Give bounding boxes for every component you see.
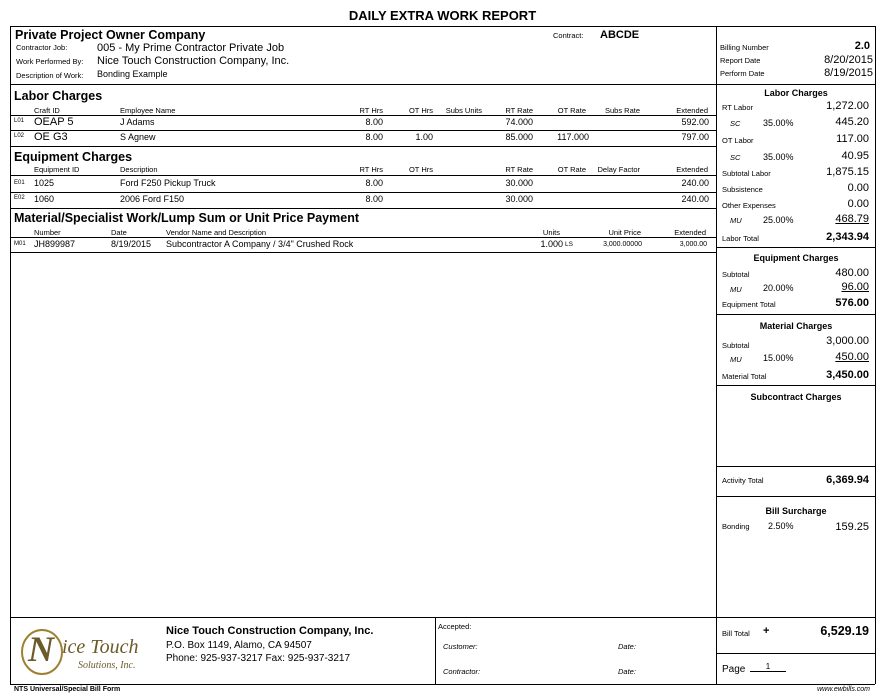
customer-label: Customer: [443,642,478,651]
equip-col-rt-hrs: RT Hrs [359,165,383,174]
summary-equipment-end [716,314,875,315]
contractor-job-value: 005 - My Prime Contractor Private Job [97,42,285,54]
material-subtotal-label: Subtotal [722,341,750,350]
labor-col-rt-rate: RT Rate [505,106,533,115]
summary-divider [716,26,717,684]
sc1-value: 445.20 [835,116,869,128]
equip-col-rt-rate: RT Rate [505,165,533,174]
logo-subtext: Solutions, Inc. [78,660,136,671]
sc2-pct: 35.00% [763,152,794,162]
billing-number-value: 2.0 [854,40,870,52]
accepted-label: Accepted: [438,622,472,631]
labor-mu-pct: 25.00% [763,215,794,225]
labor-col-employee: Employee Name [120,106,176,115]
billing-number-label: Billing Number [720,43,769,52]
equipment-mu-label: MU [730,285,742,294]
contract-label: Contract: [553,31,584,40]
report-title: DAILY EXTRA WORK REPORT [348,8,537,23]
company-logo [18,624,158,680]
footer-divider [10,617,875,618]
row-extended: 797.00 [681,132,709,142]
summary-equipment-title: Equipment Charges [753,253,839,263]
equipment-total-label: Equipment Total [722,300,776,309]
bonding-pct: 2.50% [768,521,794,531]
report-date-value: 8/20/2015 [824,54,873,66]
material-mu-pct: 15.00% [763,353,794,363]
material-total-label: Material Total [722,372,767,381]
material-section-title: Material/Specialist Work/Lump Sum or Unit Price Payment [14,211,360,225]
logo-initial: N [28,629,54,669]
material-end-line [10,252,716,253]
row-craft: OEAP 5 [34,116,74,128]
contractor-date-label: Date: [618,667,636,676]
equip-col-id: Equipment ID [34,165,80,174]
footer-company-divider [435,617,436,684]
row-ot-hrs: 1.00 [415,132,433,142]
row-code: L01 [14,118,25,124]
row-date: 8/19/2015 [111,239,152,249]
row-vendor: Subcontractor A Company / 3/4" Crushed Rock [166,239,354,249]
equipment-subtotal-value: 480.00 [835,267,869,279]
labor-col-rt-hrs: RT Hrs [359,106,383,115]
bill-total-value: 6,529.19 [820,624,869,638]
equipment-row-line [10,192,716,193]
row-rt-rate: 30.000 [505,194,533,204]
frame-bottom [10,684,875,685]
material-subtotal-value: 3,000.00 [826,335,869,347]
contractor-job-label: Contractor Job: [16,43,68,52]
material-col-date: Date [111,228,127,237]
labor-mu-label: MU [730,216,742,225]
other-expenses-label: Other Expenses [722,201,776,210]
owner-name: Private Project Owner Company [15,28,206,42]
equipment-end-line [10,208,716,209]
material-col-units: Units [542,228,560,237]
row-employee: J Adams [120,117,155,127]
row-number: JH899987 [34,239,76,249]
row-equipment-id: 1025 [34,178,55,188]
row-code: E01 [14,180,25,186]
activity-total-value: 6,369.94 [826,474,869,486]
sc1-pct: 35.00% [763,118,794,128]
row-extended: 592.00 [681,117,709,127]
equip-col-delay-factor: Delay Factor [597,165,640,174]
material-total-value: 3,450.00 [826,369,869,381]
row-extended: 240.00 [681,178,709,188]
equip-col-ot-hrs: OT Hrs [408,165,433,174]
ot-labor-value: 117.00 [836,133,869,145]
equipment-subtotal-label: Subtotal [722,270,750,279]
sc2-value: 40.95 [841,150,869,162]
labor-row-line [10,130,716,131]
labor-col-craft: Craft ID [34,106,60,115]
labor-mu-value: 468.79 [835,213,869,225]
frame-left [10,26,11,684]
equipment-mu-pct: 20.00% [763,283,794,293]
labor-section-title: Labor Charges [14,89,103,103]
row-rt-hrs: 8.00 [365,178,383,188]
activity-total-end [716,496,875,497]
equip-col-extended: Extended [676,165,708,174]
bill-total-label: Bill Total [722,629,750,638]
equipment-mu-value: 96.00 [841,281,869,293]
row-units: 1.000 [540,239,563,249]
summary-labor-end [716,247,875,248]
bonding-label: Bonding [722,522,750,531]
material-col-number: Number [34,228,61,237]
work-performed-value: Nice Touch Construction Company, Inc. [97,55,290,67]
summary-subcontract-title: Subcontract Charges [750,392,842,402]
activity-total-label: Activity Total [722,476,764,485]
report-date-label: Report Date [720,56,761,65]
equipment-header-line [10,175,716,176]
row-craft: OE G3 [34,131,68,143]
rt-labor-value: 1,272.00 [826,100,869,112]
row-rt-rate: 85.000 [505,132,533,142]
frame-top [10,26,875,27]
contractor-label: Contractor: [443,667,481,676]
labor-total-label: Labor Total [722,234,759,243]
bonding-value: 159.25 [835,521,869,533]
perform-date-label: Perform Date [720,69,765,78]
perform-date-value: 8/19/2015 [824,67,873,79]
description-label: Description of Work: [16,71,84,80]
row-code: L02 [14,133,25,139]
summary-material-end [716,385,875,386]
material-mu-label: MU [730,355,742,364]
bill-total-sign: + [763,625,770,637]
summary-labor-title: Labor Charges [764,88,828,98]
material-col-unit-price: Unit Price [608,228,641,237]
row-rt-rate: 74.000 [505,117,533,127]
form-name: NTS Universal/Special Bill Form [14,686,121,693]
row-extended: 3,000.00 [679,241,707,248]
sc1-label: SC [730,119,741,128]
row-employee: S Agnew [120,132,156,142]
material-col-extended: Extended [674,228,706,237]
row-ot-rate: 117.000 [557,132,589,142]
subtotal-labor-value: 1,875.15 [826,166,869,178]
row-extended: 240.00 [681,194,709,204]
contract-value: ABCDE [600,29,640,41]
customer-date-label: Date: [618,642,636,651]
row-description: 2006 Ford F150 [120,194,185,204]
subsistence-value: 0.00 [847,182,869,194]
labor-header-line [10,115,716,116]
website-link[interactable]: www.ewbills.com [817,686,870,693]
subtotal-labor-label: Subtotal Labor [722,169,771,178]
header-divider [10,84,875,85]
row-rt-hrs: 8.00 [365,117,383,127]
footer-phone: Phone: 925-937-3217 Fax: 925-937-3217 [166,653,351,664]
equip-col-description: Description [120,165,158,174]
footer-company-name: Nice Touch Construction Company, Inc. [166,625,374,637]
row-equipment-id: 1060 [34,194,55,204]
row-unit-type: LS [565,241,573,248]
row-description: Ford F250 Pickup Truck [120,178,216,188]
summary-material-title: Material Charges [759,321,833,331]
labor-col-subs-rate: Subs Rate [604,106,640,115]
material-mu-value: 450.00 [835,351,869,363]
equipment-section-title: Equipment Charges [14,150,133,164]
row-rt-hrs: 8.00 [365,132,383,142]
material-col-vendor: Vendor Name and Description [166,228,267,237]
description-value: Bonding Example [97,69,168,79]
bill-total-end [716,653,875,654]
other-expenses-value: 0.00 [847,198,869,210]
row-unit-price: 3,000.00000 [603,241,642,248]
material-header-line [10,237,716,238]
frame-right [875,26,876,684]
summary-subcontract-end [716,466,875,467]
labor-col-ot-hrs: OT Hrs [408,106,433,115]
surcharge-title: Bill Surcharge [765,506,827,516]
row-code: E02 [14,195,25,201]
row-rt-hrs: 8.00 [365,194,383,204]
work-performed-label: Work Performed By: [16,57,84,66]
footer-address: P.O. Box 1149, Alamo, CA 94507 [166,640,312,651]
equip-col-ot-rate: OT Rate [557,165,586,174]
labor-end-line [10,146,716,147]
page-number: 1 [750,662,786,672]
rt-labor-label: RT Labor [722,103,753,112]
row-code: M01 [14,241,26,247]
labor-col-ot-rate: OT Rate [557,106,586,115]
subsistence-label: Subsistence [722,185,763,194]
logo-text: ice Touch [62,636,139,658]
page-label: Page [722,664,746,675]
labor-col-subs-units: Subs Units [445,106,482,115]
sc2-label: SC [730,153,741,162]
labor-col-extended: Extended [676,106,708,115]
row-rt-rate: 30.000 [505,178,533,188]
equipment-total-value: 576.00 [835,297,869,309]
labor-total-value: 2,343.94 [826,231,869,243]
ot-labor-label: OT Labor [722,136,754,145]
